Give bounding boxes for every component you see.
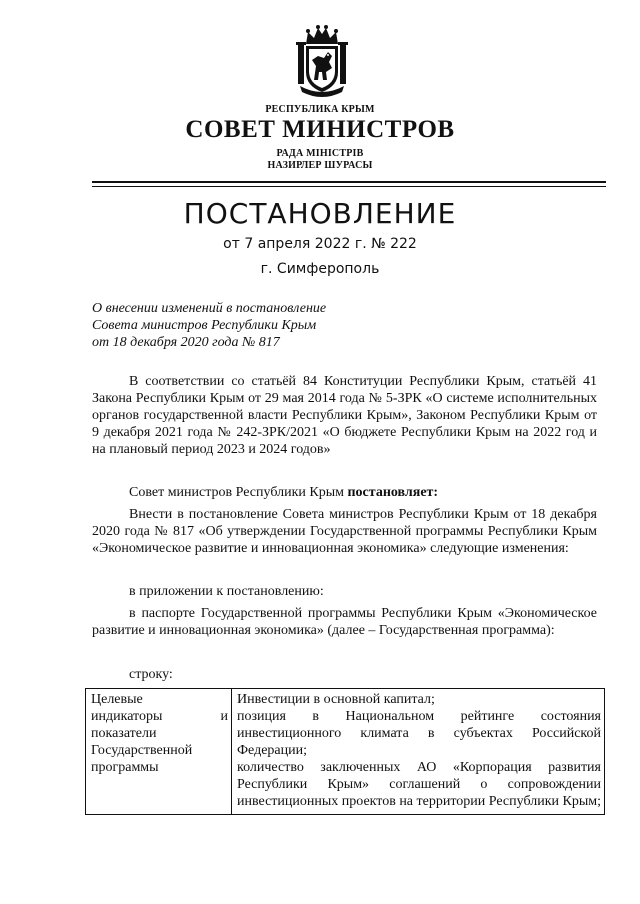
table-value-item: Инвестиции в основной капитал;: [237, 692, 435, 707]
table-value-cell: [232, 689, 605, 815]
subject-line-3: от 18 декабря 2020 года № 817: [92, 335, 280, 350]
table-label-line: показатели: [91, 726, 157, 741]
table-label-line: Целевые: [91, 692, 143, 707]
table-label-line: Государственной: [91, 743, 193, 758]
body-paragraph-5: в паспорте Государственной программы Республики Крым «Экономическое развитие и инновационная экономика» (далее – Государственная программа):: [92, 606, 597, 638]
crimea-emblem-icon: [296, 22, 348, 98]
table-row: [86, 689, 605, 815]
table-value-item: количество заключенных АО «Корпорация развития Республики Крым» соглашений о сопровождении инвестиционных проектов на территории Республики Крым;: [237, 760, 601, 809]
document-date-number: от 7 апреля 2022 г. № 222: [223, 236, 417, 252]
header-divider-thick: [92, 181, 606, 183]
table-value-item: позиция в Национальном рейтинге состояния инвестиционного климата в субъектах Российской Федерации;: [237, 709, 601, 758]
body-paragraph-6: строку:: [129, 667, 173, 682]
header-council: СОВЕТ МИНИСТРОВ: [185, 116, 455, 143]
document-type: ПОСТАНОВЛЕНИЕ: [183, 197, 457, 230]
table-label-cell: [86, 689, 232, 815]
subject-line-2: Совета министров Республики Крым: [92, 318, 317, 333]
body-paragraph-2-text: Совет министров Республики Крым: [129, 485, 348, 500]
table-label-word: и: [220, 709, 228, 724]
table-label-line: [91, 708, 228, 725]
body-paragraph-1: В соответствии со статьёй 84 Конституции Республики Крым, статьёй 41 Закона Республики Крым от 29 мая 2014 года № 5-ЗРК «О системе исполнительных органов государственной власти Республики Крым», Законом Республики Крым от 9 декабря 2021 года № 242-ЗРК/2021 «О бюджете Республики Крым на 2022 год и на плановый период 2023 и 2024 годов»: [92, 374, 597, 457]
header-divider-thin: [92, 186, 606, 187]
body-paragraph-2: [92, 484, 597, 501]
header-rada: РАДА МІНІСТРІВ: [276, 148, 364, 159]
table-label-word: индикаторы: [91, 709, 163, 724]
body-paragraph-4: в приложении к постановлению:: [129, 584, 324, 599]
body-paragraph-2-bold: постановляет:: [347, 485, 439, 500]
table-label-line: программы: [91, 760, 159, 775]
document-place: г. Симферополь: [260, 261, 380, 277]
header-republic: РЕСПУБЛИКА КРЫМ: [265, 104, 375, 115]
header-nazirler: НАЗИРЛЕР ШУРАСЫ: [267, 160, 373, 171]
subject-line-1: О внесении изменений в постановление: [92, 301, 327, 316]
body-paragraph-3: Внести в постановление Совета министров Республики Крым от 18 декабря 2020 года № 817 «Об утверждении Государственной программы Республики Крым «Экономическое развитие и инновационная экономика» следующие изменения:: [92, 507, 597, 556]
indicators-table: [85, 688, 605, 815]
